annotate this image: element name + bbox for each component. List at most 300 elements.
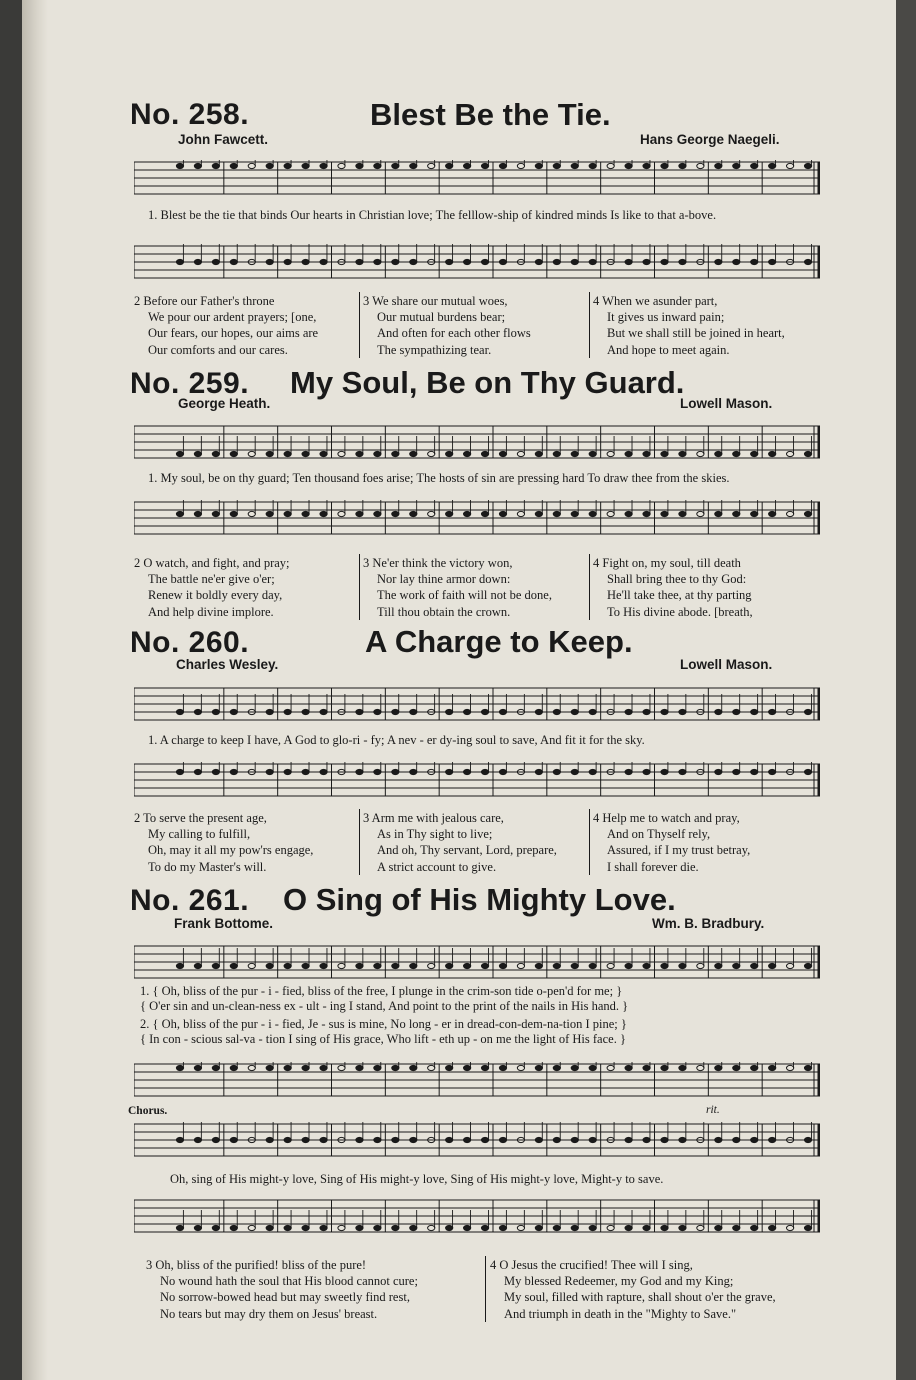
music-note <box>464 259 471 264</box>
music-note <box>517 511 524 516</box>
music-note <box>194 963 201 968</box>
music-note <box>607 1225 614 1230</box>
music-note <box>374 1225 381 1230</box>
music-note <box>751 1065 758 1070</box>
verse-line: { In con - scious sal-va - tion I sing of His grace, Who lift - eth up - on me the light of His face. } <box>140 1032 626 1046</box>
music-note <box>392 769 399 774</box>
music-note <box>787 511 794 516</box>
music-note <box>804 1065 811 1070</box>
music-note <box>320 1137 327 1142</box>
hymn-composer: Hans George Naegeli. <box>640 132 780 147</box>
music-note <box>464 511 471 516</box>
music-note <box>302 451 309 456</box>
music-note <box>661 163 668 168</box>
music-note <box>176 259 183 264</box>
music-note <box>679 1225 686 1230</box>
ritardando-marking: rit. <box>706 1104 720 1116</box>
music-note <box>679 1137 686 1142</box>
music-note <box>733 1225 740 1230</box>
music-note <box>787 963 794 968</box>
music-note <box>212 451 219 456</box>
music-note <box>625 259 632 264</box>
music-note <box>338 963 345 968</box>
music-note <box>284 1137 291 1142</box>
music-note <box>428 451 435 456</box>
music-note <box>212 511 219 516</box>
music-note <box>499 1225 506 1230</box>
music-note <box>320 709 327 714</box>
music-note <box>733 163 740 168</box>
music-note <box>715 1065 722 1070</box>
music-note <box>302 163 309 168</box>
music-note <box>697 511 704 516</box>
music-note <box>284 163 291 168</box>
music-note <box>374 1137 381 1142</box>
hymn-author: Charles Wesley. <box>176 657 279 672</box>
music-note <box>212 1225 219 1230</box>
music-note <box>428 963 435 968</box>
music-note <box>661 963 668 968</box>
music-note <box>464 1137 471 1142</box>
music-note <box>464 451 471 456</box>
music-note <box>751 511 758 516</box>
music-note <box>320 963 327 968</box>
music-note <box>553 511 560 516</box>
music-note <box>697 163 704 168</box>
music-note <box>374 511 381 516</box>
music-note <box>804 1137 811 1142</box>
music-note <box>625 769 632 774</box>
music-note <box>535 259 542 264</box>
verse-divider <box>589 554 590 620</box>
music-note <box>410 1065 417 1070</box>
music-note <box>356 451 363 456</box>
chorus-line: Oh, sing of His might-y love, Sing of His might-y love, Sing of His might-y love, Might-y to save. <box>170 1172 664 1186</box>
music-note <box>266 1137 273 1142</box>
music-note <box>769 1137 776 1142</box>
music-note <box>571 1065 578 1070</box>
music-note <box>481 451 488 456</box>
music-note <box>589 451 596 456</box>
music-note <box>392 163 399 168</box>
music-note <box>804 709 811 714</box>
music-note <box>535 1225 542 1230</box>
music-note <box>625 709 632 714</box>
music-note <box>607 163 614 168</box>
music-note <box>320 1065 327 1070</box>
music-note <box>230 1225 237 1230</box>
music-note <box>410 511 417 516</box>
music-note <box>769 963 776 968</box>
hymn-author: Frank Bottome. <box>174 916 274 931</box>
verse-divider <box>485 1256 486 1322</box>
music-note <box>499 769 506 774</box>
music-note <box>356 1065 363 1070</box>
music-note <box>751 963 758 968</box>
music-note <box>464 163 471 168</box>
music-note <box>464 1065 471 1070</box>
music-note <box>643 963 650 968</box>
music-note <box>446 1065 453 1070</box>
music-note <box>392 963 399 968</box>
music-note <box>733 1065 740 1070</box>
hymn-number: No. 258. <box>130 98 250 131</box>
music-staff-bass <box>134 762 820 802</box>
music-note <box>302 511 309 516</box>
music-note <box>517 163 524 168</box>
verse-line: { O'er sin and un-clean-ness ex - ult - ing I stand, And point to the print of the nails in His hand. } <box>140 999 629 1013</box>
music-staff-treble <box>134 1122 820 1162</box>
music-note <box>769 1225 776 1230</box>
music-note <box>464 709 471 714</box>
music-note <box>625 1225 632 1230</box>
music-note <box>625 1137 632 1142</box>
music-note <box>248 963 255 968</box>
music-note <box>392 709 399 714</box>
music-note <box>284 259 291 264</box>
music-note <box>643 451 650 456</box>
music-note <box>535 1137 542 1142</box>
music-note <box>751 259 758 264</box>
music-note <box>176 769 183 774</box>
music-note <box>428 511 435 516</box>
music-note <box>356 1225 363 1230</box>
music-note <box>266 1225 273 1230</box>
music-note <box>248 1225 255 1230</box>
hymn-number: No. 260. <box>130 626 250 659</box>
music-note <box>338 511 345 516</box>
music-note <box>428 1065 435 1070</box>
music-note <box>804 963 811 968</box>
music-note <box>625 963 632 968</box>
music-note <box>679 769 686 774</box>
music-note <box>661 511 668 516</box>
music-note <box>679 1065 686 1070</box>
music-note <box>446 1137 453 1142</box>
music-note <box>661 769 668 774</box>
verse-block: 2 Before our Father's throne We pour our ardent prayers; [one, Our fears, our hopes, our aims are Our comforts and our cares. <box>134 294 319 357</box>
music-note <box>589 511 596 516</box>
music-note <box>464 963 471 968</box>
music-staff-bass <box>134 1062 820 1102</box>
music-note <box>446 1225 453 1230</box>
music-note <box>194 1225 201 1230</box>
verse-line: 1. { Oh, bliss of the pur - i - fied, bliss of the free, I plunge in the crim-son tide o-pen'd for me; } <box>140 984 623 998</box>
music-note <box>248 163 255 168</box>
music-note <box>320 451 327 456</box>
music-note <box>589 769 596 774</box>
music-note <box>715 451 722 456</box>
music-note <box>374 163 381 168</box>
music-staff-treble <box>134 160 820 200</box>
music-note <box>481 769 488 774</box>
music-note <box>212 163 219 168</box>
music-note <box>589 1065 596 1070</box>
music-note <box>302 1225 309 1230</box>
music-note <box>571 451 578 456</box>
music-note <box>266 709 273 714</box>
hymn-number: No. 261. <box>130 884 250 917</box>
music-note <box>535 709 542 714</box>
music-note <box>679 259 686 264</box>
music-note <box>410 709 417 714</box>
music-note <box>733 1137 740 1142</box>
music-note <box>499 163 506 168</box>
music-note <box>607 963 614 968</box>
music-note <box>553 769 560 774</box>
music-note <box>481 963 488 968</box>
music-note <box>571 511 578 516</box>
music-note <box>661 451 668 456</box>
music-note <box>769 451 776 456</box>
music-note <box>715 963 722 968</box>
hymn-title: O Sing of His Mighty Love. <box>283 882 676 917</box>
music-note <box>553 259 560 264</box>
music-note <box>499 1137 506 1142</box>
music-note <box>410 163 417 168</box>
music-note <box>446 709 453 714</box>
music-staff-bass <box>134 244 820 284</box>
music-note <box>751 709 758 714</box>
music-note <box>176 963 183 968</box>
music-note <box>715 259 722 264</box>
music-note <box>374 259 381 264</box>
music-note <box>481 511 488 516</box>
music-note <box>769 259 776 264</box>
verse-block: 3 Ne'er think the victory won, Nor lay thine armor down: The work of faith will not be done, Till thou obtain the crown. <box>363 556 552 619</box>
music-note <box>374 963 381 968</box>
hymn-author: George Heath. <box>178 396 271 411</box>
music-note <box>804 1225 811 1230</box>
music-note <box>320 259 327 264</box>
music-note <box>733 709 740 714</box>
music-note <box>410 1137 417 1142</box>
music-note <box>410 1225 417 1230</box>
verse-block: 2 O watch, and fight, and pray; The battle ne'er give o'er; Renew it boldly every day, And help divine implore. <box>134 556 290 619</box>
music-note <box>446 259 453 264</box>
music-staff-bass <box>134 500 820 540</box>
music-note <box>589 1137 596 1142</box>
music-note <box>679 163 686 168</box>
music-note <box>499 511 506 516</box>
music-note <box>499 709 506 714</box>
music-note <box>625 1065 632 1070</box>
music-note <box>661 259 668 264</box>
music-note <box>374 1065 381 1070</box>
music-note <box>338 163 345 168</box>
music-note <box>589 163 596 168</box>
music-note <box>804 769 811 774</box>
music-note <box>751 451 758 456</box>
music-note <box>410 963 417 968</box>
music-note <box>320 1225 327 1230</box>
music-note <box>176 709 183 714</box>
music-note <box>374 451 381 456</box>
music-note <box>230 259 237 264</box>
chorus-label: Chorus. <box>128 1105 168 1117</box>
music-note <box>302 709 309 714</box>
music-note <box>481 163 488 168</box>
lyric-line: 1. My soul, be on thy guard; Ten thousand foes arise; The hosts of sin are pressing hard To draw thee from the skies. <box>148 471 730 485</box>
music-note <box>535 963 542 968</box>
music-note <box>643 163 650 168</box>
music-note <box>804 511 811 516</box>
music-note <box>446 451 453 456</box>
music-note <box>212 259 219 264</box>
music-note <box>374 709 381 714</box>
music-note <box>661 1065 668 1070</box>
verse-block: 4 Help me to watch and pray, And on Thyself rely, Assured, if I my trust betray, I shall forever die. <box>593 811 751 874</box>
music-note <box>356 963 363 968</box>
music-note <box>643 769 650 774</box>
verse-block: 4 When we asunder part, It gives us inward pain; But we shall still be joined in heart, And hope to meet again. <box>593 294 785 357</box>
verse-block: 4 Fight on, my soul, till death Shall bring thee to thy God: He'll take thee, at thy parting To His divine abode. [breath, <box>593 556 753 619</box>
music-note <box>589 259 596 264</box>
music-note <box>481 1065 488 1070</box>
music-note <box>176 511 183 516</box>
music-note <box>733 963 740 968</box>
music-note <box>338 451 345 456</box>
music-note <box>643 709 650 714</box>
music-note <box>176 1225 183 1230</box>
verse-divider <box>589 809 590 875</box>
music-note <box>589 963 596 968</box>
music-note <box>194 511 201 516</box>
music-note <box>517 963 524 968</box>
hymn-title: A Charge to Keep. <box>365 624 633 659</box>
music-note <box>212 963 219 968</box>
music-note <box>302 259 309 264</box>
music-note <box>499 963 506 968</box>
music-note <box>553 1225 560 1230</box>
music-note <box>499 1065 506 1070</box>
music-note <box>356 511 363 516</box>
music-note <box>535 163 542 168</box>
music-note <box>553 1137 560 1142</box>
music-note <box>607 1065 614 1070</box>
music-note <box>230 451 237 456</box>
music-note <box>356 1137 363 1142</box>
music-note <box>464 769 471 774</box>
music-note <box>266 259 273 264</box>
music-note <box>446 511 453 516</box>
music-note <box>607 451 614 456</box>
music-note <box>194 259 201 264</box>
music-note <box>787 451 794 456</box>
music-note <box>643 1065 650 1070</box>
music-note <box>553 163 560 168</box>
hymn-composer: Lowell Mason. <box>680 657 773 672</box>
music-note <box>715 709 722 714</box>
music-note <box>266 511 273 516</box>
music-note <box>481 259 488 264</box>
music-note <box>410 769 417 774</box>
music-note <box>589 1225 596 1230</box>
music-note <box>266 1065 273 1070</box>
music-note <box>535 511 542 516</box>
music-note <box>733 259 740 264</box>
music-note <box>176 163 183 168</box>
music-note <box>302 1137 309 1142</box>
music-note <box>553 963 560 968</box>
music-note <box>661 709 668 714</box>
music-note <box>266 769 273 774</box>
music-note <box>643 1225 650 1230</box>
music-note <box>230 163 237 168</box>
music-note <box>212 769 219 774</box>
music-note <box>607 511 614 516</box>
music-note <box>517 451 524 456</box>
music-note <box>589 709 596 714</box>
music-note <box>212 709 219 714</box>
music-note <box>625 451 632 456</box>
music-note <box>320 769 327 774</box>
music-note <box>481 1225 488 1230</box>
verse-block: 3 Oh, bliss of the purified! bliss of the pure! No wound hath the soul that His blood cannot cure; No sorrow-bowed head but may sweetly find rest, No tears but may dry them on Jesus' breast. <box>146 1258 418 1321</box>
music-note <box>733 511 740 516</box>
music-note <box>194 163 201 168</box>
music-note <box>571 709 578 714</box>
music-note <box>571 769 578 774</box>
music-note <box>230 1065 237 1070</box>
music-note <box>571 1225 578 1230</box>
music-note <box>266 163 273 168</box>
music-note <box>553 1065 560 1070</box>
music-note <box>266 451 273 456</box>
music-note <box>571 163 578 168</box>
verse-divider <box>359 292 360 358</box>
music-note <box>769 511 776 516</box>
lyric-line: 1. A charge to keep I have, A God to glo-ri - fy; A nev - er dy-ing soul to save, And fit it for the sky. <box>148 733 645 747</box>
music-note <box>446 963 453 968</box>
music-note <box>769 163 776 168</box>
hymn-author: John Fawcett. <box>178 132 269 147</box>
verse-divider <box>359 554 360 620</box>
music-note <box>715 769 722 774</box>
music-note <box>643 1137 650 1142</box>
music-note <box>535 451 542 456</box>
music-note <box>338 1225 345 1230</box>
hymn-title: My Soul, Be on Thy Guard. <box>290 365 685 400</box>
music-note <box>804 451 811 456</box>
music-note <box>374 769 381 774</box>
music-note <box>715 511 722 516</box>
music-note <box>284 963 291 968</box>
verse-divider <box>359 809 360 875</box>
music-note <box>356 163 363 168</box>
page-binding <box>22 0 48 1380</box>
hymn-composer: Wm. B. Bradbury. <box>652 916 765 931</box>
music-note <box>625 163 632 168</box>
music-note <box>194 1137 201 1142</box>
music-note <box>679 511 686 516</box>
music-note <box>302 1065 309 1070</box>
music-note <box>356 709 363 714</box>
music-note <box>517 1065 524 1070</box>
music-note <box>769 769 776 774</box>
music-note <box>230 709 237 714</box>
music-note <box>733 769 740 774</box>
music-note <box>194 451 201 456</box>
music-note <box>643 511 650 516</box>
music-staff-treble <box>134 686 820 726</box>
verse-line: 2. { Oh, bliss of the pur - i - fied, Je - sus is mine, No long - er in dread-con-dem-na-tion I pine; } <box>140 1017 627 1031</box>
music-note <box>553 709 560 714</box>
music-note <box>446 769 453 774</box>
music-note <box>320 511 327 516</box>
music-note <box>266 963 273 968</box>
music-note <box>392 1137 399 1142</box>
